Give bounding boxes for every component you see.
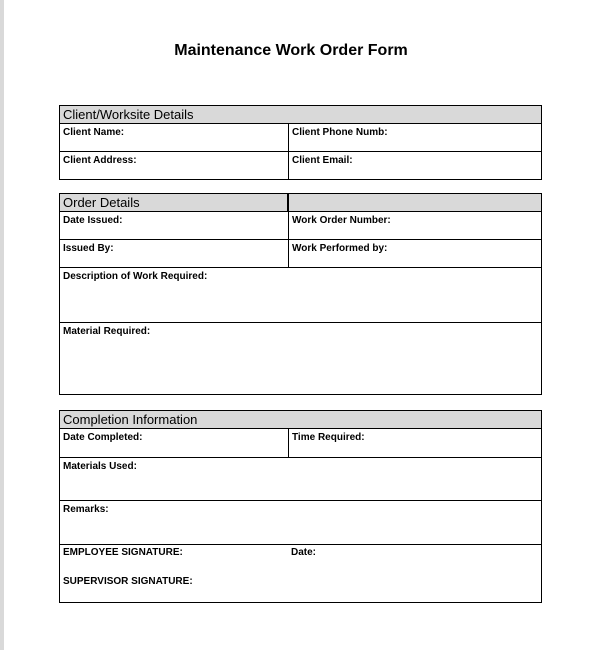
client-row-1 <box>59 124 542 152</box>
work-performed-by-field[interactable]: Work Performed by: <box>292 243 388 254</box>
work-order-number-field[interactable]: Work Order Number: <box>292 215 391 226</box>
order-row-2 <box>59 240 542 268</box>
material-required-field[interactable]: Material Required: <box>63 326 151 337</box>
materials-used-field[interactable]: Materials Used: <box>63 461 137 472</box>
client-phone-field[interactable]: Client Phone Numb: <box>292 127 388 138</box>
date-issued-field[interactable]: Date Issued: <box>60 212 289 239</box>
remarks-field[interactable]: Remarks: <box>63 504 109 515</box>
signature-row <box>59 545 542 603</box>
client-row-2 <box>59 152 542 180</box>
date-completed-field[interactable]: Date Completed: <box>60 429 289 457</box>
order-row-3 <box>59 268 542 323</box>
supervisor-signature-label[interactable]: SUPERVISOR SIGNATURE: <box>63 576 193 587</box>
section-header-client: Client/Worksite Details <box>59 105 542 124</box>
form-title: Maintenance Work Order Form <box>174 42 408 59</box>
time-required-field[interactable]: Time Required: <box>292 432 365 443</box>
date-label[interactable]: Date: <box>291 547 317 558</box>
completion-row-1 <box>59 429 542 458</box>
description-field[interactable]: Description of Work Required: <box>63 271 208 282</box>
client-email-field[interactable]: Client Email: <box>292 155 353 166</box>
issued-by-field[interactable]: Issued By: <box>60 240 289 267</box>
order-row-1 <box>59 212 542 240</box>
section-header-order-right <box>288 193 542 212</box>
client-name-field[interactable]: Client Name: <box>60 124 289 151</box>
section-header-completion: Completion Information <box>59 410 542 429</box>
section-header-order: Order Details <box>59 193 288 212</box>
client-address-field[interactable]: Client Address: <box>60 152 289 179</box>
completion-row-3 <box>59 501 542 545</box>
employee-signature-label[interactable]: EMPLOYEE SIGNATURE: <box>63 547 183 558</box>
page-edge <box>0 0 4 650</box>
order-row-4 <box>59 323 542 395</box>
completion-row-2 <box>59 458 542 501</box>
